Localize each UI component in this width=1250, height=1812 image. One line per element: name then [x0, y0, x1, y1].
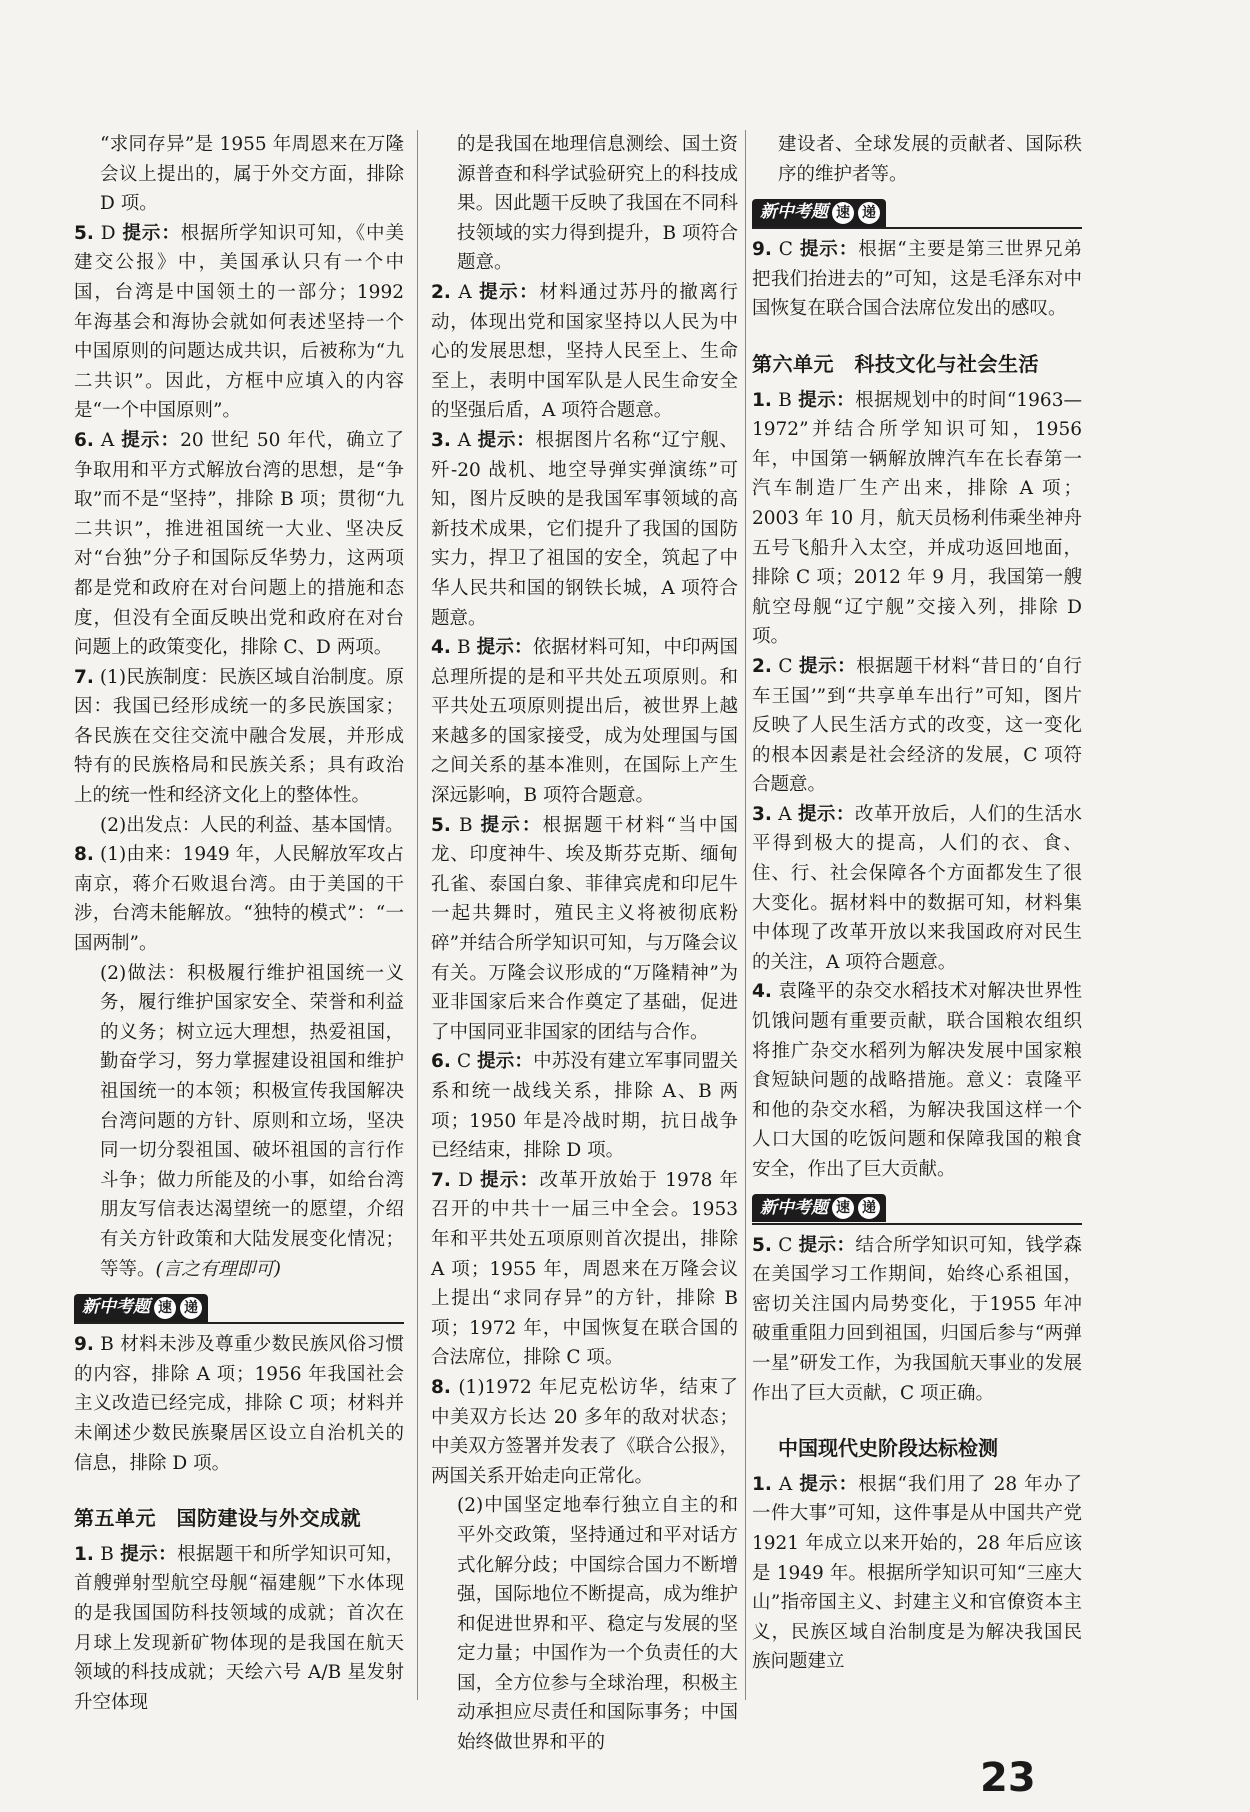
column-divider-left: [417, 130, 418, 1700]
answer-9: [74, 1330, 404, 1478]
unit-title: 第六单元 科技文化与社会生活: [752, 351, 1039, 376]
hint-label: 提示：: [480, 1169, 540, 1191]
hint-label: 提示：: [476, 637, 533, 659]
banner-badge: 速: [832, 202, 854, 224]
answer-letter: C: [778, 655, 793, 677]
answer-3: [431, 426, 738, 633]
answer-text: 袁隆平的杂交水稻技术对解决世界性饥饿问题有重要贡献，联合国粮农组织将推广杂交水稻列为解决发展中国家粮食短缺问题的战略措施。意义：袁隆平和他的杂交水稻，为解决我国这样一个人口大国的吃饭问题和保障我国的粮食安全，作出了巨大贡献。: [752, 981, 1082, 1180]
answer-8: [74, 840, 404, 958]
answer-text: 改革开放始于 1978 年召开的中共十一届三中全会。1953 年和平共处五项原则首次提出，排除 A 项；1955 年，周恩来在万隆会议上提出“求同存异”的方针，排除 B 项；1972 年，中国恢复在联合国的合法席位，排除 C 项。: [431, 1169, 739, 1369]
answer-5: [752, 1231, 1082, 1409]
new-exam-banner: [752, 197, 1082, 229]
answer-letter: C: [456, 1051, 472, 1073]
answer-5: [431, 811, 738, 1048]
answer-5: [74, 219, 404, 426]
answer-7: [431, 1166, 738, 1373]
answer-letter: A: [100, 429, 115, 451]
answer-note: (言之有理即可): [155, 1258, 281, 1280]
answer-9: [752, 235, 1082, 324]
answer-text: (1)由来：1949 年，人民解放军攻占南京，蒋介石败退台湾。由于美国的干涉，台湾未能解放。“独特的模式”：“一国两制”。: [74, 844, 404, 955]
question-number: 3.: [431, 429, 451, 451]
banner-badge: 速: [154, 1297, 176, 1319]
hint-label: 提示：: [798, 389, 856, 411]
column-1: [74, 130, 404, 1717]
hint-label: 提示：: [479, 281, 540, 303]
paragraph: 建设者、全球发展的贡献者、国际秩序的维护者等。: [778, 134, 1082, 185]
question-number: 9.: [752, 239, 772, 261]
question-number: 3.: [752, 803, 772, 825]
unit-title: 第五单元 国防建设与外交成就: [74, 1506, 361, 1531]
answer-text: 20 世纪 50 年代，确立了争取用和平方式解放台湾的思想，是“争取”而不是“坚持”，排除 B 项；贯彻“九二共识”，推进祖国统一大业、坚决反对“台独”分子和国际反华势力，这两项都是党和政府在对台问题上的措施和态度，但没有全面反映出党和政府在对台问题上的政策变化，排除 C、D 两项。: [74, 429, 404, 659]
answer-7-part-2: (2)出发点：人民的利益、基本国情。: [100, 814, 404, 836]
answer-8-part-2: (2)中国坚定地奉行独立自主的和平外交政策，坚持通过和平对话方式化解分歧；中国综合国力不断增强，国际地位不断提高，成为维护和促进世界和平、稳定与发展的坚定力量；中国作为一个负责任的大国，全方位参与全球治理，积极主动承担应尽责任和国际事务；中国始终做世界和平的: [457, 1495, 738, 1754]
question-number: 1.: [74, 1543, 94, 1565]
answer-letter: B: [778, 389, 792, 411]
answer-8: [431, 1373, 738, 1491]
banner-label: [752, 199, 886, 227]
question-number: 5.: [431, 814, 451, 836]
banner-text: 新中考题: [82, 1297, 150, 1318]
question-number: 6.: [431, 1051, 451, 1073]
answer-2: [431, 278, 738, 426]
question-number: 4.: [752, 981, 772, 1003]
question-number: 1.: [752, 1473, 772, 1495]
answer-2: [752, 652, 1082, 800]
answer-text: 根据“主要是第三世界兄弟把我们抬进去的”可知，这是毛泽东对中国恢复在联合国合法席位发出的感叹。: [752, 239, 1082, 320]
paragraph: “求同存异”是 1955 年周恩来在万隆会议上提出的，属于外交方面，排除 D 项。: [100, 134, 404, 215]
hint-label: 提示：: [480, 814, 543, 836]
answer-letter: A: [457, 429, 471, 451]
hint-label: 提示：: [798, 1234, 856, 1256]
question-number: 5.: [752, 1234, 772, 1256]
stage-test-title: 中国现代史阶段达标检测: [778, 1436, 998, 1461]
answer-letter: B: [100, 1543, 114, 1565]
question-number: 7.: [431, 1169, 451, 1191]
hint-label: 提示：: [799, 655, 857, 677]
banner-label: [74, 1294, 208, 1322]
banner-label: [752, 1194, 886, 1222]
answer-letter: D: [100, 222, 116, 244]
banner-badge: 递: [180, 1297, 202, 1319]
answer-text: 材料未涉及尊重少数民族风俗习惯的内容，排除 A 项；1956 年我国社会主义改造已经完成，排除 C 项；材料并未阐述少数民族聚居区设立自治机关的信息，排除 D 项。: [74, 1334, 404, 1474]
question-number: 2.: [431, 281, 451, 303]
page-number: 23: [980, 1755, 1036, 1801]
hint-label: 提示：: [477, 1051, 534, 1073]
question-number: 4.: [431, 637, 451, 659]
answer-7: [74, 663, 404, 811]
question-number: 8.: [431, 1376, 451, 1398]
banner-badge: 递: [858, 202, 880, 224]
answer-text: 根据图片名称“辽宁舰、歼-20 战机、地空导弹实弹演练”可知，图片反映的是我国军事领域的高新技术成果，它们提升了我国的国防实力，捍卫了祖国的安全，筑起了中华人民共和国的钢铁长城，A 项符合题意。: [431, 429, 738, 629]
answer-letter: A: [778, 1473, 793, 1495]
banner-badge: 速: [832, 1197, 854, 1219]
banner-text: 新中考题: [760, 1197, 828, 1218]
answer-letter: D: [458, 1169, 473, 1191]
banner-badge: 递: [858, 1197, 880, 1219]
question-number: 8.: [74, 844, 94, 866]
answer-text: 根据题干和所学知识可知，首艘弹射型航空母舰“福建舰”下水体现的是我国国防科技领域的成就；首次在月球上发现新矿物体现的是我国在航天领域的科技成就；天绘六号 A/B 星发射升空体现: [74, 1543, 404, 1713]
answer-text: 中苏没有建立军事同盟关系和统一战线关系，排除 A、B 两项；1950 年是冷战时期，抗日战争已经结束，排除 D 项。: [431, 1051, 738, 1162]
answer-letter: B: [456, 637, 471, 659]
answer-text: 改革开放后，人们的生活水平得到极大的提高，人们的衣、食、住、行、社会保障各个方面都发生了很大变化。据材料中的数据可知，材料集中体现了改革开放以来我国政府对民生的关注，A 项符合题意。: [752, 803, 1082, 973]
answer-letter: B: [100, 1334, 114, 1356]
column-3: [752, 130, 1082, 1677]
hint-label: 提示：: [799, 239, 859, 261]
answer-text: 材料通过苏丹的撤离行动，体现出党和国家坚持以人民为中心的发展思想，坚持人民至上、生命至上，表明中国军队是人民生命安全的坚强后盾，A 项符合题意。: [431, 281, 738, 422]
column-2: [431, 130, 738, 1758]
question-number: 9.: [74, 1334, 94, 1356]
answer-letter: C: [778, 239, 793, 261]
answer-text: 依据材料可知，中印两国总理所提的是和平共处五项原则。和平共处五项原则提出后，被世界上越来越多的国家接受，成为处理国与国之间关系的基本准则，在国际上产生深远影响，B 项符合题意。: [431, 637, 738, 807]
hint-label: 提示：: [121, 429, 181, 451]
answer-text: 结合所学知识可知，钱学森在美国学习工作期间，始终心系祖国，密切关注国内局势变化，于1955 年冲破重重阻力回到祖国，归国后参与“两弹一星”研发工作，为我国航天事业的发展作出了巨大贡献，C 项正确。: [752, 1234, 1082, 1404]
answer-1: [752, 386, 1082, 652]
stage-answer-1: [752, 1470, 1082, 1677]
answer-4: [431, 633, 738, 811]
answer-text: 根据规划中的时间“1963—1972”并结合所学知识可知，1956 年，中国第一辆解放牌汽车在长春第一汽车制造厂生产出来，排除 A 项；2003 年 10 月，航天员杨利伟乘坐神舟五号飞船升入太空，并成功返回地面，排除 C 项；2012 年 9 月，我国第一艘航空母舰“辽宁舰”交接入列，排除 D 项。: [752, 389, 1082, 648]
answer-1: [74, 1540, 404, 1718]
question-number: 5.: [74, 222, 94, 244]
answer-letter: A: [458, 281, 472, 303]
answer-text: 根据所学知识可知，《中美建交公报》中，美国承认只有一个中国，台湾是中国领土的一部分；1992 年海基会和海协会就如何表述坚持一个中国原则的问题达成共识，后被称为“九二共识”。因此，方框中应填入的内容是“一个中国原则”。: [74, 222, 404, 422]
question-number: 7.: [74, 666, 94, 688]
answer-letter: A: [778, 803, 792, 825]
paragraph: 的是我国在地理信息测绘、国土资源普查和科学试验研究上的科技成果。因此题干反映了我国在不同科技领域的实力得到提升，B 项符合题意。: [457, 134, 738, 274]
answer-text: (2)做法：积极履行维护祖国统一义务，履行维护国家安全、荣誉和利益的义务；树立远大理想，热爱祖国，勤奋学习，努力掌握建设祖国和维护祖国统一的本领；积极宣传我国解决台湾问题的方针、原则和立场，坚决同一切分裂祖国、破坏祖国的言行作斗争；做力所能及的小事，如给台湾朋友写信表达渴望统一的愿望，介绍有关方针政策和大陆发展变化情况；等等。: [100, 962, 404, 1280]
answer-3: [752, 800, 1082, 978]
banner-text: 新中考题: [760, 202, 828, 223]
column-divider-right: [745, 130, 746, 1700]
answer-text: (1)民族制度：民族区域自治制度。原因：我国已经形成统一的多民族国家；各民族在交往交流中融合发展，并形成特有的民族格局和民族关系；具有政治上的统一性和经济文化上的整体性。: [74, 666, 404, 807]
answer-4: [752, 977, 1082, 1184]
hint-label: 提示：: [799, 1473, 859, 1495]
question-number: 2.: [752, 655, 772, 677]
answer-text: 根据题干材料“昔日的‘自行车王国’”到“共享单车出行”可知，图片反映了人民生活方式的改变，这一变化的根本因素是社会经济的发展，C 项符合题意。: [752, 655, 1082, 796]
answer-6: [431, 1047, 738, 1165]
hint-label: 提示：: [477, 429, 536, 451]
new-exam-banner: [74, 1292, 404, 1324]
hint-label: 提示：: [122, 222, 181, 244]
answer-8-part-2: [74, 959, 404, 1285]
answer-text: 根据题干材料“当中国龙、印度神牛、埃及斯芬克斯、缅甸孔雀、泰国白象、菲律宾虎和印尼牛一起共舞时，殖民主义将被彻底粉碎”并结合所学知识可知，与万隆会议有关。万隆会议形成的“万隆精神”为亚非国家后来合作奠定了基础，促进了中国同亚非国家的团结与合作。: [431, 814, 738, 1043]
answer-letter: B: [458, 814, 473, 836]
answer-6: [74, 426, 404, 663]
answer-text: 根据“我们用了 28 年办了一件大事”可知，这件事是从中国共产党 1921 年成立以来开始的，28 年后应该是 1949 年。根据所学知识可知“三座大山”指帝国主义、封建主义和官僚资本主义，民族区域自治制度是为解决我国民族问题建立: [752, 1473, 1082, 1673]
new-exam-banner: [752, 1193, 1082, 1225]
hint-label: 提示：: [797, 803, 855, 825]
answer-text: (1)1972 年尼克松访华，结束了中美双方长达 20 多年的敌对状态；中美双方签署并发表了《联合公报》，两国关系开始走向正常化。: [431, 1376, 738, 1487]
question-number: 1.: [752, 389, 772, 411]
question-number: 6.: [74, 429, 94, 451]
hint-label: 提示：: [120, 1543, 178, 1565]
answer-letter: C: [778, 1234, 793, 1256]
